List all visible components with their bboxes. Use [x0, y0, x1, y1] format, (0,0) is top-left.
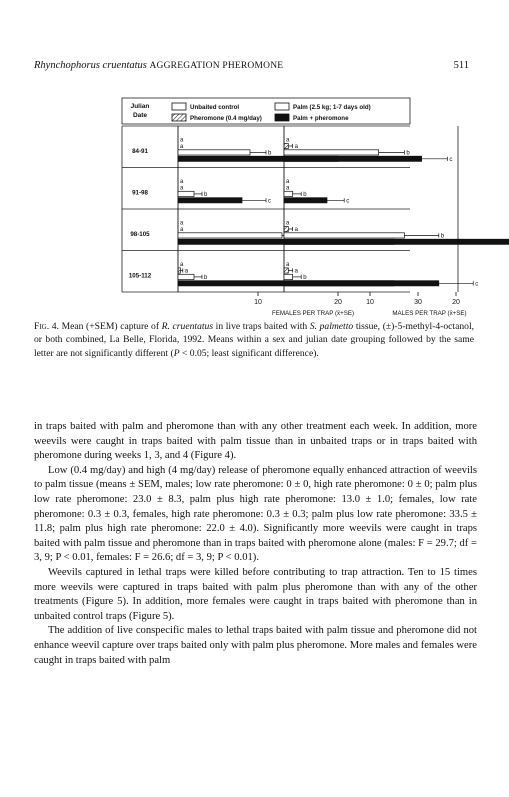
- row-label: 91-98: [132, 189, 148, 197]
- bar: [284, 198, 327, 203]
- x-tick-label: 10: [254, 299, 262, 306]
- caption-text-3: tissue, (±)-5-methyl-4-octanol, or both combined, La Belle, Florida, 1992. Means within a sex and julian date grouping followed by the same letter are not significantly different (: [34, 321, 475, 359]
- caption-text-2: in live traps baited with: [213, 321, 310, 332]
- significance-letter: a: [294, 144, 298, 151]
- significance-letter: a: [180, 227, 184, 234]
- legend-swatch-1: [172, 103, 186, 110]
- bar: [178, 191, 194, 196]
- paragraph-4: The addition of live conspecific males to lethal traps baited with palm tissue and pheromone did not enhance weevil capture over traps baited only with palm plus pheromone. More males and females were caught in traps baited with palm: [34, 625, 477, 666]
- significance-letter: a: [286, 262, 290, 269]
- bar: [284, 274, 293, 279]
- significance-letter: a: [286, 137, 290, 144]
- legend-header-julian: Julian: [130, 103, 150, 110]
- significance-letter: b: [204, 192, 208, 198]
- significance-letter: c: [475, 281, 479, 288]
- significance-letter: a: [286, 220, 290, 227]
- paragraph-2: Low (0.4 mg/day) and high (4 mg/day) release of pheromone equally enhanced attraction of weevils to palm tissue (means ± SEM, males; low rate pheromone: 0 ± 0, high rate pheromone: 0 ± 0; palm plus low rate pheromone: 23.0 ± 8.3, palm plus high rate pheromone: 13.0 ± 1.0; females, low rate pheromone: 0.3 ± 0.3, females, high rate pheromone: 0.3 ± 0.3; palm plus low rate pheromone: 33.5 ± 11.8; palm plus high rate pheromone: 22.0 ± 4.0). Significantly more weevils were caught in traps baited with palm tissue and pheromone than in traps baited with pheromone alone (males: F = 29.7; df = 3, 9; P < 0.01, females: F = 26.6; df = 3, 9; P < 0.01).: [34, 464, 477, 564]
- figure-label: Fig. 4.: [34, 321, 59, 332]
- bar: [284, 143, 288, 148]
- bar: [284, 268, 288, 273]
- caption-species-1: R. cruentatus: [161, 321, 214, 332]
- bar: [284, 191, 293, 196]
- bar: [284, 239, 509, 244]
- significance-letter: b: [440, 233, 445, 240]
- caption-p-symbol: P: [173, 347, 180, 359]
- significance-letter: a: [180, 220, 184, 227]
- significance-letter: b: [406, 150, 410, 157]
- row-label: 98-105: [130, 231, 150, 238]
- legend-label-3: Palm (2.5 kg; 1-7 days old): [293, 104, 371, 111]
- significance-letter: a: [286, 185, 290, 192]
- caption-species-2: S. palmetto: [309, 321, 354, 332]
- bar: [178, 150, 250, 155]
- page-number: 511: [453, 60, 469, 71]
- legend-swatch-2: [172, 114, 186, 121]
- significance-letter: a: [180, 144, 184, 151]
- legend-label-1: Unbaited control: [190, 104, 240, 111]
- significance-letter: c: [268, 198, 271, 205]
- significance-letter: a: [294, 227, 298, 234]
- significance-letter: a: [184, 268, 189, 275]
- bar: [284, 226, 288, 231]
- bar: [178, 274, 194, 279]
- bar: [284, 150, 379, 155]
- significance-letter: b: [303, 275, 307, 281]
- significance-letter: a: [180, 179, 184, 186]
- bar: [284, 281, 439, 286]
- body-text: [34, 420, 477, 668]
- significance-letter: a: [180, 262, 184, 269]
- caption-text-4: < 0.05; least significant difference).: [179, 347, 319, 359]
- row-label: 84-91: [132, 148, 148, 155]
- x-axis-label: FEMALES PER TRAP (x̄+SE): [271, 310, 355, 317]
- bar: [284, 233, 404, 238]
- significance-letter: b: [303, 192, 307, 198]
- bar: [178, 198, 242, 203]
- significance-letter: a: [286, 179, 290, 186]
- row-label: 105-112: [128, 272, 152, 280]
- significance-letter: c: [346, 198, 350, 205]
- legend-label-4: Palm + pheromone: [293, 115, 349, 122]
- significance-letter: b: [204, 275, 208, 281]
- bar: [178, 268, 180, 273]
- running-title-species: Rhynchophorus cruentatus: [34, 60, 147, 71]
- x-tick-label: 30: [414, 299, 422, 306]
- legend-header-date: Date: [132, 112, 148, 119]
- paragraph-1: in traps baited with palm and pheromone than with any other treatment each week. In addition, more weevils were caught in traps baited with palm tissue than in unbaited traps or in traps baited with pheromone during weeks 1, 3, and 4 (Figure 4).: [34, 421, 477, 462]
- legend-box: [122, 98, 410, 124]
- significance-letter: b: [268, 150, 272, 157]
- paragraph-3: Weevils captured in lethal traps were killed before contributing to trap attraction. Ten to 15 times more weevils were captured in traps baited with palm plus pheromone than with any of the other treatments (Figure 5). In addition, more females were caught in traps baited with pheromone than in unbaited control traps (Figure 5).: [34, 566, 477, 622]
- figure-4-chart: [0, 0, 509, 320]
- x-tick-label: 20: [334, 299, 342, 306]
- significance-letter: a: [180, 185, 184, 192]
- caption-text-1: Mean (+SEM) capture of: [58, 321, 162, 332]
- significance-letter: a: [294, 268, 298, 275]
- significance-letter: c: [449, 156, 453, 163]
- legend-swatch-3: [275, 103, 289, 110]
- x-tick-label: 20: [452, 299, 460, 306]
- legend-label-2: Pheromone (0.4 mg/day): [190, 115, 262, 122]
- bar: [178, 233, 282, 238]
- legend-swatch-4: [275, 114, 289, 121]
- x-axis-label: MALES PER TRAP (x̄+SE): [392, 310, 467, 317]
- running-title-topic: AGGREGATION PHEROMONE: [149, 61, 284, 71]
- bar: [284, 156, 422, 161]
- x-tick-label: 10: [366, 299, 374, 306]
- figure-caption: [34, 320, 474, 360]
- significance-letter: a: [180, 137, 184, 144]
